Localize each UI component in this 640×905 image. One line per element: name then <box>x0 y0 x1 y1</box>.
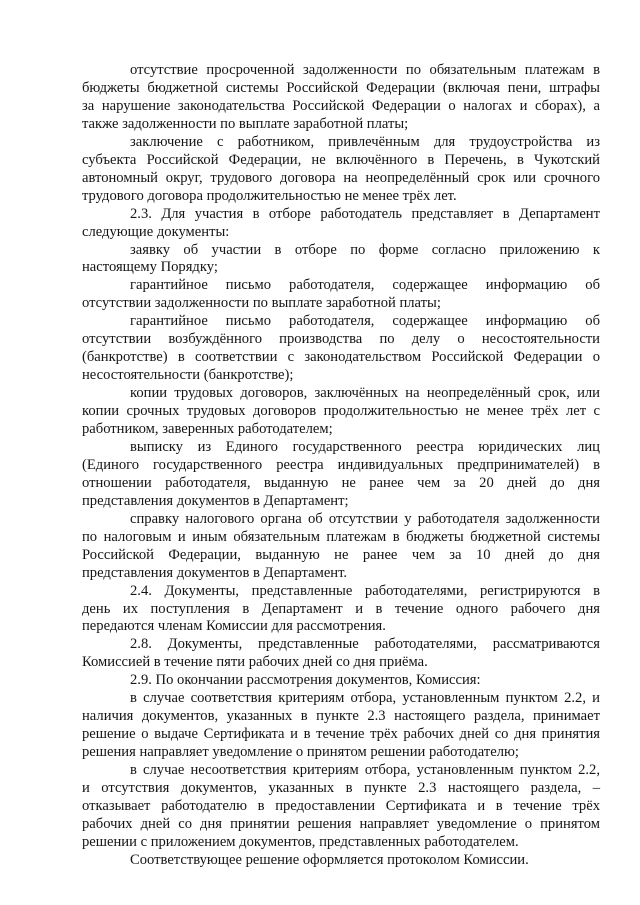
text-line: также задолженности по выплате заработной платы; <box>82 115 409 132</box>
text-line: день их поступления в Департамент и в течение одного рабочего дня <box>82 600 600 617</box>
text-line: справку налогового органа об отсутствии у работодателя задолженности <box>130 510 600 527</box>
text-line: Российской Федерации, выданную не ранее чем за 10 дней до дня <box>82 546 600 563</box>
text-line: решение о выдаче Сертификата и в течение трёх рабочих дней со дня принятия <box>82 726 600 743</box>
text-line: 2.9. По окончании рассмотрения документов, Комиссия: <box>130 672 481 689</box>
text-line: трудового договора продолжительностью не менее трёх лет. <box>82 187 457 204</box>
text-line: субъекта Российской Федерации, не включённого в Перечень, в Чукотский <box>82 151 600 168</box>
text-line: представления документов в Департамент. <box>82 564 348 581</box>
text-line: отношении работодателя, выданную не ранее чем за 20 дней до дня <box>82 474 600 491</box>
text-line: за нарушение законодательства Российской Федерации о налогах и сборах), а <box>82 97 600 114</box>
text-line: отсутствии возбуждённого производства по делу о несостоятельности <box>82 331 600 348</box>
text-line: настоящему Порядку; <box>82 259 218 276</box>
text-line: заключение с работником, привлечённым для трудоустройства из <box>130 133 600 150</box>
text-line: наличия документов, указанных в пункте 2.3 настоящего раздела, принимает <box>82 708 600 725</box>
text-line: следующие документы: <box>82 223 230 240</box>
text-line: в случае несоответствия критериям отбора, установленным пунктом 2.2, <box>130 762 600 778</box>
text-line: (банкротстве) в соответствии с законодательством Российской Федерации о <box>82 349 600 366</box>
text-line: копии трудовых договоров, заключённых на неопределённый срок, или <box>130 385 600 402</box>
text-line: гарантийное письмо работодателя, содержащее информацию об <box>130 313 600 330</box>
text-line: представления документов в Департамент; <box>82 492 349 509</box>
text-line: автономный округ, трудового договора на неопределённый срок или срочного <box>82 169 600 186</box>
text-line: заявку об участии в отборе по форме согласно приложению к <box>130 241 600 258</box>
text-line: в случае соответствия критериям отбора, установленным пунктом 2.2, и <box>130 690 600 707</box>
text-line: решения направляет уведомление о принятом решении работодателю; <box>82 744 519 761</box>
text-line: (Единого государственного реестра индивидуальных предпринимателей) в <box>82 456 600 473</box>
text-line: работником, заверенных работодателем; <box>82 421 333 437</box>
text-line: решении с приложением документов, представленных работодателем. <box>82 833 519 850</box>
text-line: несостоятельности (банкротстве); <box>82 367 294 384</box>
text-line: Соответствующее решение оформляется протоколом Комиссии. <box>130 851 529 868</box>
text-line: Комиссией в течение пяти рабочих дней со дня приёма. <box>82 654 428 671</box>
text-line: и отсутствия документов, указанных в пункте 2.3 настоящего раздела, – <box>82 780 600 796</box>
text-line: 2.4. Документы, представленные работодателями, регистрируются в <box>130 582 600 599</box>
text-line: передаются членам Комиссии для рассмотрения. <box>82 618 386 635</box>
text-line: отсутствии задолженности по выплате заработной платы; <box>82 295 441 312</box>
text-line: гарантийное письмо работодателя, содержащее информацию об <box>130 277 600 294</box>
text-line: рабочих дней со дня принятии решения направляет уведомление о принятом <box>82 815 600 832</box>
text-line: 2.3. Для участия в отборе работодатель представляет в Департамент <box>130 205 600 222</box>
text-line: 2.8. Документы, представленные работодателями, рассматриваются <box>130 636 600 653</box>
text-line: выписку из Единого государственного реестра юридических лиц <box>130 438 600 455</box>
text-line: отказывает работодателю в предоставлении Сертификата и в течение трёх <box>82 797 600 814</box>
text-line: копии срочных трудовых договоров продолжительностью не менее трёх лет с <box>82 403 600 420</box>
text-line: отсутствие просроченной задолженности по обязательным платежам в <box>130 62 600 78</box>
text-line: бюджеты бюджетной системы Российской Федерации (включая пени, штрафы <box>82 80 600 96</box>
text-line: по налоговым и иным обязательным платежам в бюджеты бюджетной системы <box>82 528 600 545</box>
